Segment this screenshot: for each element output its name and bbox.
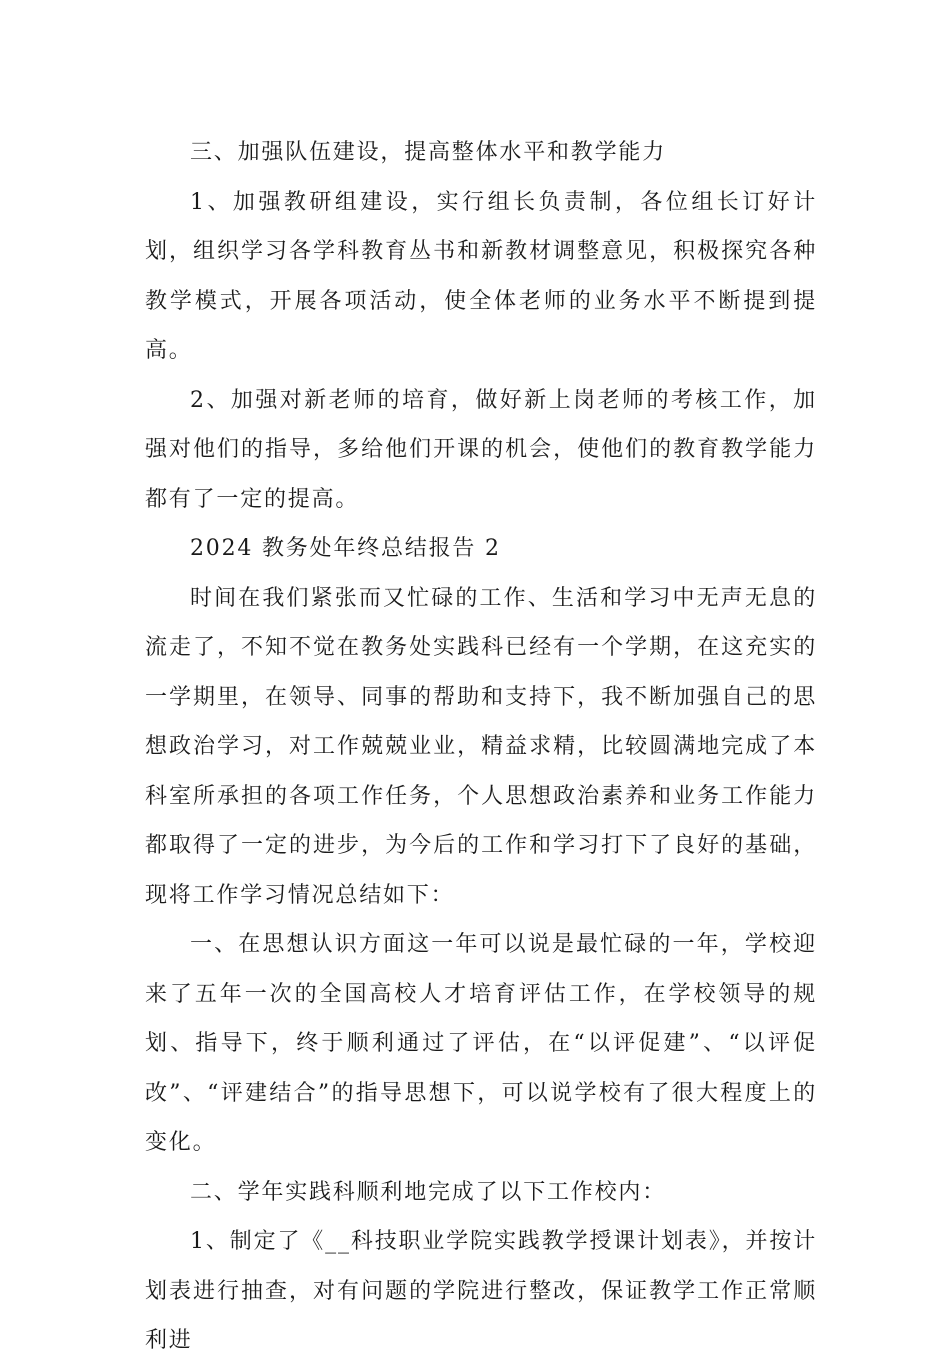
report-title: 2024 教务处年终总结报告 2 — [190, 536, 501, 561]
paragraph-introduction: 时间在我们紧张而又忙碌的工作、生活和学习中无声无息的流走了，不知不觉在教务处实践科已经有一个学期，在这充实的一学期里，在领导、同事的帮助和支持下，我不断加强自己的思想政治学习，对工作兢兢业业，精益求精，比较圆满地完成了本科室所承担的各项工作任务，个人思想政治素养和业务工作能力都取得了一定的进步，为今后的工作和学习打下了良好的基础，现将工作学习情况总结如下： — [145, 585, 817, 908]
paragraph-ideology: 一、在思想认识方面这一年可以说是最忙碌的一年，学校迎来了五年一次的全国高校人才培育评估工作，在学校领导的规划、指导下，终于顺利通过了评估，在“以评促建”、“以评促改”、“评建结合”的指导思想下，可以说学校有了很大程度上的变化。 — [145, 932, 817, 1155]
paragraph-teaching-plan: 1、制定了《__科技职业学院实践教学授课计划表》，并按计划表进行抽查，对有问题的学院进行整改，保证教学工作正常顺利进 — [145, 1229, 817, 1353]
section-heading-team-building: 三、加强队伍建设，提高整体水平和教学能力 — [190, 140, 667, 165]
section-heading-completed-work: 二、学年实践科顺利地完成了以下工作校内： — [190, 1179, 667, 1205]
document-body — [145, 128, 817, 1366]
paragraph-teaching-research: 1、加强教研组建设，实行组长负责制，各位组长订好计划，组织学习各学科教育丛书和新教材调整意见，积极探究各种教学模式，开展各项活动，使全体老师的业务水平不断提到提高。 — [145, 189, 817, 363]
paragraph-new-teachers: 2、加强对新老师的培育，做好新上岗老师的考核工作，加强对他们的指导，多给他们开课的机会，使他们的教育教学能力都有了一定的提高。 — [145, 387, 817, 512]
